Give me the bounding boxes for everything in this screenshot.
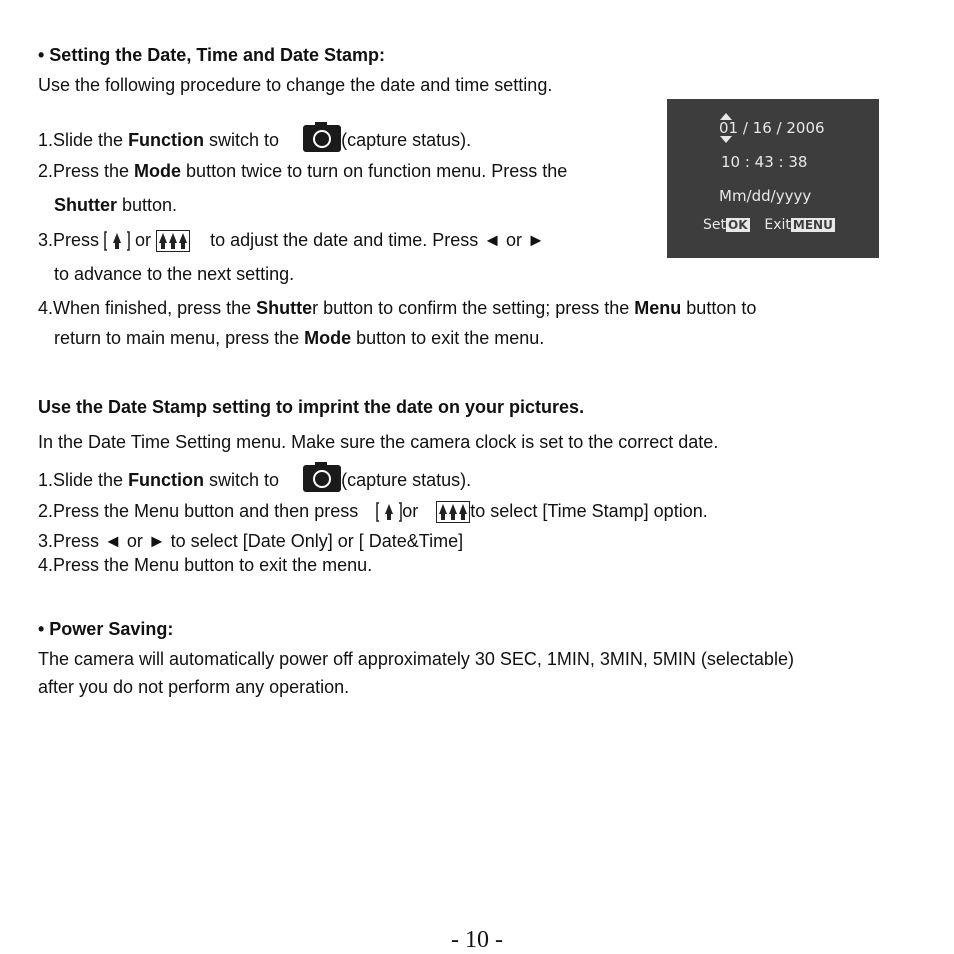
s1-step2: 2.Press the Mode button twice to turn on function menu. Press the — [38, 161, 568, 181]
section3-heading: • Power Saving: — [38, 619, 174, 639]
s2-step2: 2.Press the Menu button and then press or to select [Time Stamp] option. — [38, 500, 708, 523]
page-number: - 10 - — [451, 927, 503, 953]
section1-intro: Use the following procedure to change the date and time setting. — [38, 75, 553, 95]
s1-step1: 1.Slide the Function switch to (capture status). — [38, 125, 471, 152]
s1-step4: 4.When finished, press the Shutter button to confirm the setting; press the Menu button to — [38, 298, 757, 318]
zoom-wide-icon — [436, 501, 470, 523]
camera-icon — [303, 125, 341, 152]
lcd-footer: Set OK Exit MENU — [703, 217, 833, 233]
s2-step4: 4.Press the Menu button to exit the menu. — [38, 555, 373, 575]
zoom-wide-icon — [156, 230, 190, 252]
s1-step3-line2: to advance to the next setting. — [54, 264, 295, 284]
section2-heading: Use the Date Stamp setting to imprint the date on your pictures. — [38, 397, 585, 417]
s1-step3: 3.Press or to adjust the date and time. Press ◄ or ► — [38, 229, 545, 252]
section3-line1: The camera will automatically power off approximately 30 SEC, 1MIN, 3MIN, 5MIN (selectable) — [38, 649, 794, 669]
section1-heading: • Setting the Date, Time and Date Stamp: — [38, 45, 386, 65]
section3-line2: after you do not perform any operation. — [38, 677, 350, 697]
s1-step2-line2: Shutter button. — [54, 195, 178, 215]
lcd-screen-image — [667, 99, 879, 258]
lcd-ok-badge: OK — [728, 218, 748, 232]
lcd-menu-badge: MENU — [792, 218, 833, 232]
s1-step4-line2: return to main menu, press the Mode button to exit the menu. — [54, 328, 545, 348]
s2-step1: 1.Slide the Function switch to (capture status). — [38, 465, 471, 492]
s2-step3: 3.Press ◄ or ► to select [Date Only] or [ Date&Time] — [38, 531, 464, 551]
zoom-tele-icon — [376, 501, 402, 523]
lcd-time: 10 : 43 : 38 — [721, 153, 808, 171]
zoom-tele-icon — [104, 230, 130, 252]
lcd-format: Mm/dd/yyyy — [719, 187, 812, 205]
lcd-date: 01 / 16 / 2006 — [719, 119, 825, 137]
camera-icon — [303, 465, 341, 492]
section2-intro: In the Date Time Setting menu. Make sure the camera clock is set to the correct date. — [38, 432, 719, 452]
